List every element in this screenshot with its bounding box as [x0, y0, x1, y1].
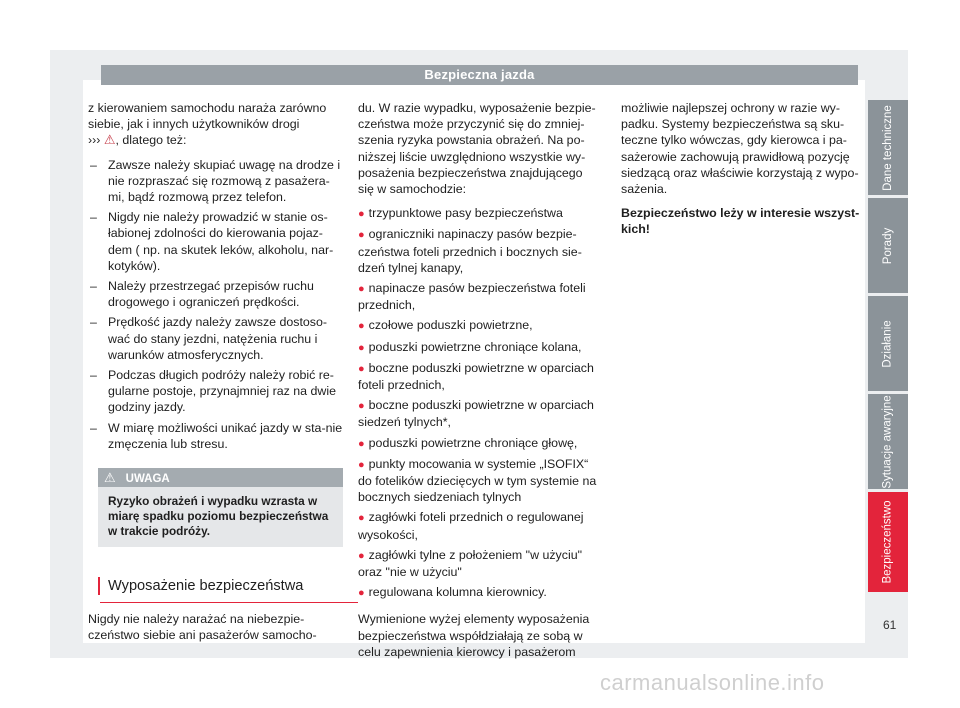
column-2 [358, 100, 601, 668]
page-header: Bezpieczna jazda [101, 65, 858, 85]
list-item: – W miarę możliwości unikać jazdy w sta-nie zmęczenia lub stresu. [88, 420, 346, 452]
bullet-icon: ● [358, 341, 365, 354]
list-item: – Należy przestrzegać przepisów ruchu drogowego i ograniczeń prędkości. [88, 278, 346, 310]
list-item: ● poduszki powietrzne chroniące głowę, [358, 435, 578, 450]
section-paragraph: Nigdy nie należy narażać na niebezpie-czeństwo siebie ani pasażerów samocho- [88, 612, 317, 643]
tab-porady[interactable]: Porady [868, 198, 908, 293]
list-item: ● regulowana kolumna kierownicy. [358, 585, 547, 600]
list-item: ● zagłówki foteli przednich o regulowanej wysokości, [358, 510, 584, 542]
bullet-icon: ● [358, 549, 365, 562]
bullet-icon: ● [358, 362, 365, 375]
list-item: – Podczas długich podróży należy robić re-gularne postoje, przynajmniej raz na dwie godziny jazdy. [88, 367, 346, 416]
list-item: ● poduszki powietrzne chroniące kolana, [358, 339, 582, 354]
bullet-icon: ● [358, 229, 365, 242]
equipment-intro: du. W razie wypadku, wyposażenie bezpie-czeństwa może przyczynić się do zmniej-szenia ryzyka powstania obrażeń. Na po-niższej liście uwzględniono wszystkie wy-posażenia bezpieczeństwa znajdującego się w samochodzie: [358, 101, 596, 197]
protection-paragraph: możliwie najlepszej ochrony w razie wy-padku. Systemy bezpieczeństwa są sku-teczne tylko wówczas, gdy kierowca i pa-sażerowie zachowują prawidłową pozycję siedzącą oraz właściwie korzystają z wypo-sażenia. [621, 101, 859, 197]
tab-sytuacje-awaryjne[interactable]: Sytuacje awaryjne [868, 394, 908, 489]
section-title: Wyposażenie bezpieczeństwa [98, 577, 352, 595]
list-item: – Zawsze należy skupiać uwagę na drodze i nie rozpraszać się rozmową z pasażera-mi, bądź rozmową przez telefon. [88, 157, 346, 206]
watermark-text: carmanualsonline.info [600, 670, 825, 695]
bullet-icon: ● [358, 437, 365, 450]
list-item: ● ograniczniki napinaczy pasów bezpie-czeństwa foteli przednich i bocznych sie-dzeń tylnej kanapy, [358, 227, 582, 275]
page-number: 61 [883, 618, 897, 632]
list-item: – Nigdy nie należy prowadzić w stanie os-łabionej zdolności do kierowania pojaz-dem ( np. na skutek leków, alkoholu, nar-kotyków). [88, 209, 346, 274]
list-item: – Prędkość jazdy należy zawsze dostoso-wać do stany jezdni, natężenia ruchu i warunków atmosferycznych. [88, 314, 346, 363]
intro-paragraph: z kierowaniem samochodu naraża zarówno siebie, jak i innych użytkowników drogi ››› ⚠, dlatego też: [88, 101, 327, 148]
list-item: ● boczne poduszki powietrzne w oparciach siedzeń tylnych*, [358, 398, 594, 430]
list-item: ● czołowe poduszki powietrzne, [358, 318, 533, 333]
bullet-icon: ● [358, 512, 365, 525]
warning-box [98, 468, 343, 547]
tab-dzialanie[interactable]: Działanie [868, 296, 908, 391]
list-item: ● napinacze pasów bezpieczeństwa foteli przednich, [358, 281, 586, 313]
equipment-list [358, 205, 601, 601]
bullet-icon: ● [358, 283, 365, 296]
column-1 [88, 100, 346, 651]
list-item: ● punkty mocowania w systemie „ISOFIX“ do fotelików dziecięcych w tym systemie na bocznych siedzeniach tylnych [358, 456, 597, 505]
equipment-outro: Wymienione wyżej elementy wyposażenia bezpieczeństwa współdziałają ze sobą w celu zapewnienia kierowcy i pasażerom [358, 612, 590, 659]
list-item: ● boczne poduszki powietrzne w oparciach foteli przednich, [358, 360, 594, 393]
warning-text: Ryzyko obrażeń i wypadku wzrasta w miarę spadku poziomu bezpieczeństwa w trakcie podróży. [108, 494, 329, 539]
warning-header [98, 468, 343, 487]
warning-triangle-icon: ⚠ [104, 470, 116, 486]
bullet-icon: ● [358, 208, 365, 221]
warning-triangle-icon: ⚠ [103, 132, 116, 148]
bullet-icon: ● [358, 587, 365, 600]
rules-list [88, 157, 346, 452]
bullet-icon: ● [358, 320, 365, 333]
bullet-icon: ● [358, 458, 365, 471]
reference-arrows[interactable]: ››› [88, 133, 101, 148]
bullet-icon: ● [358, 400, 365, 413]
column-3 [621, 100, 864, 246]
tab-dane-techniczne[interactable]: Dane techniczne [868, 100, 908, 195]
bold-statement: Bezpieczeństwo leży w interesie wszyst-kich! [621, 206, 860, 237]
list-item: ● zagłówki tylne z położeniem "w użyciu" oraz "nie w użyciu" [358, 547, 582, 580]
list-item: ● trzypunktowe pasy bezpieczeństwa [358, 206, 563, 221]
tab-bezpieczenstwo[interactable]: Bezpieczeństwo [868, 492, 908, 592]
warning-label: UWAGA [125, 473, 170, 486]
